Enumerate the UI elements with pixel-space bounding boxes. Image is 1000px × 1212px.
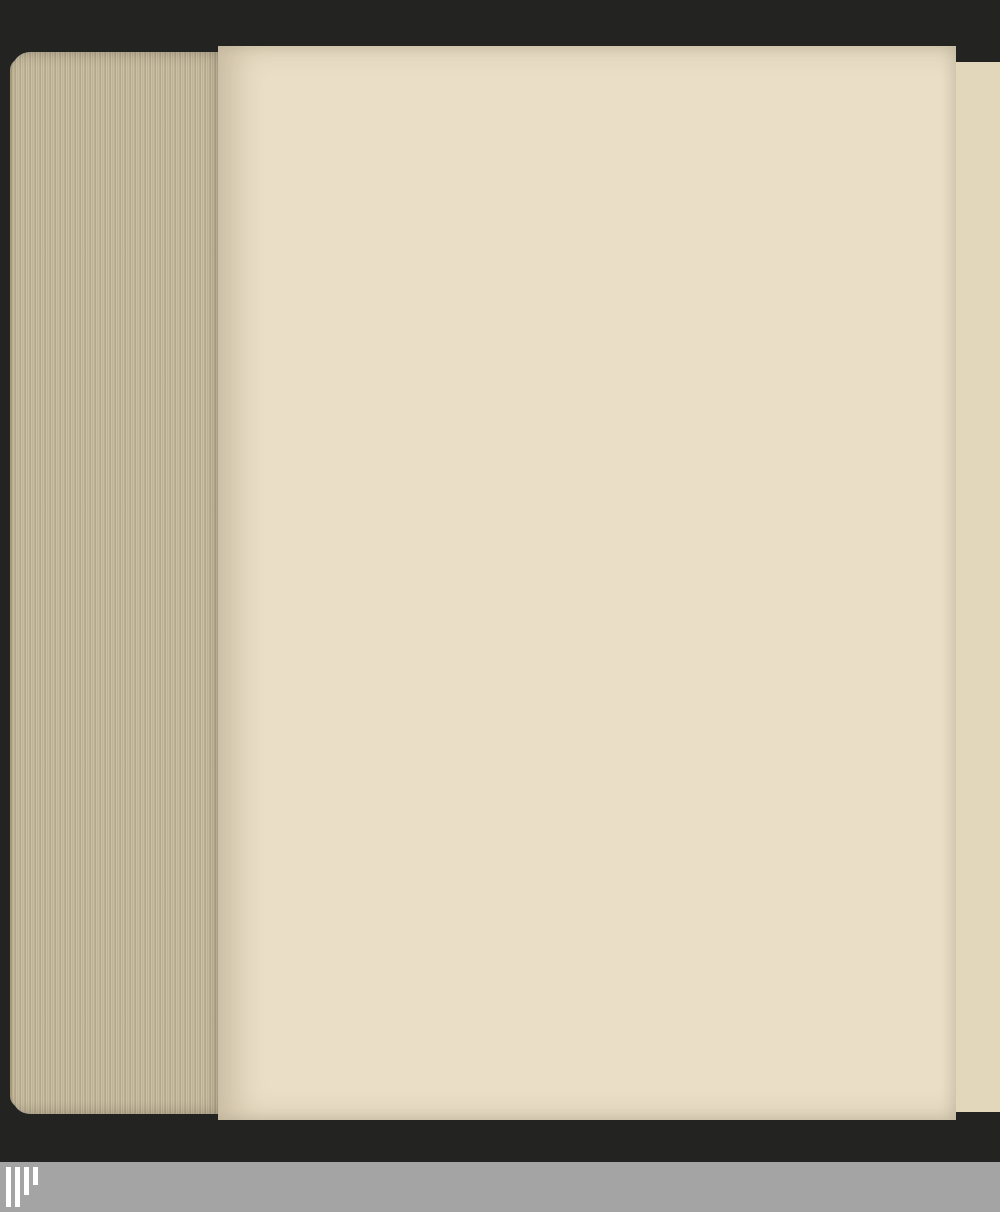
book-page — [218, 46, 956, 1120]
library-footer — [0, 1162, 1000, 1212]
page-header — [350, 92, 920, 132]
book-page-edges — [12, 52, 226, 1114]
library-logo-icon — [6, 1167, 46, 1207]
facing-page-edge — [956, 62, 1000, 1112]
